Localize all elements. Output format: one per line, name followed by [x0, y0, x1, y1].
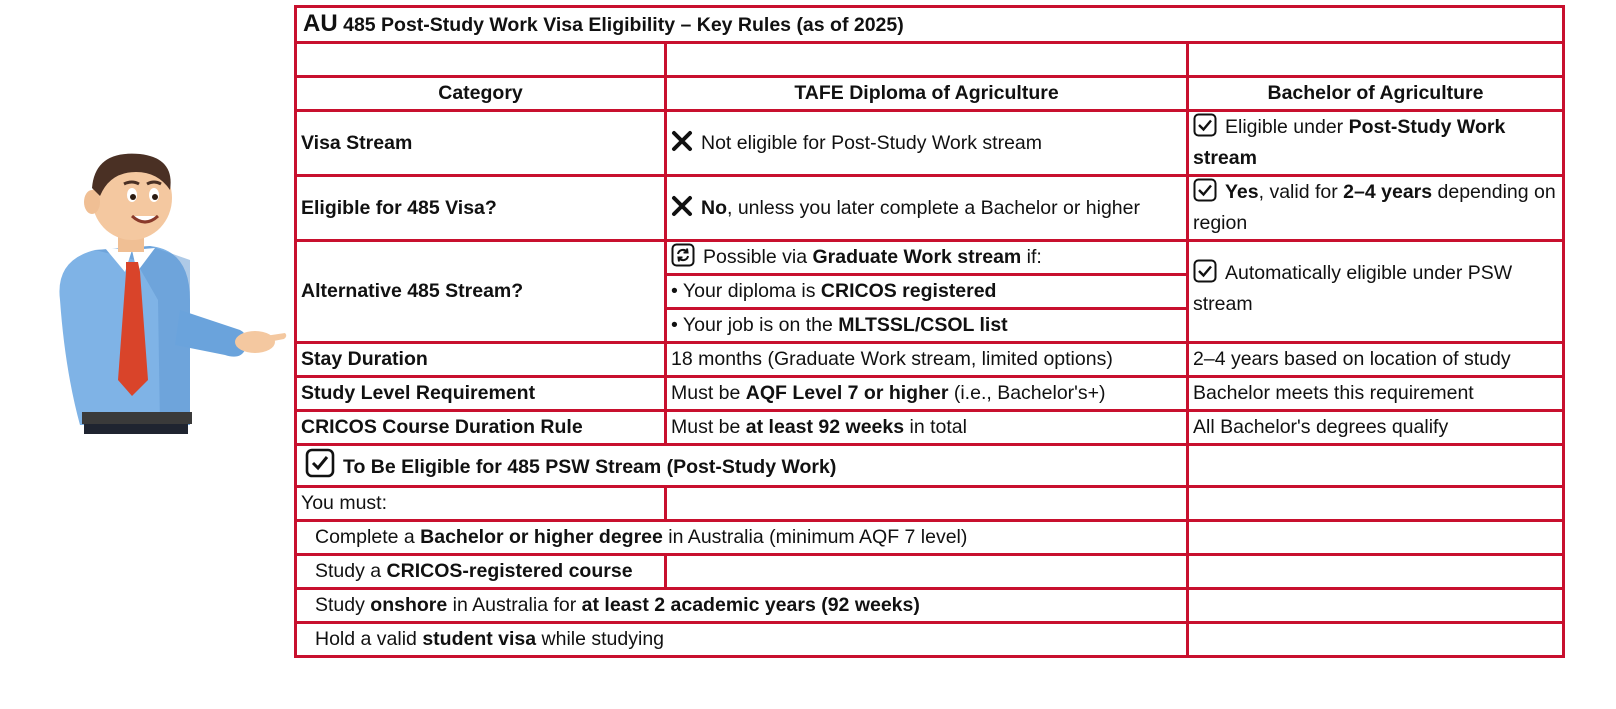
cross-mark-icon — [671, 130, 693, 152]
empty-cell — [1188, 623, 1564, 657]
bachelor-alternative: Automatically eligible under PSW stream — [1188, 241, 1564, 343]
row-label-cricos: CRICOS Course Duration Rule — [296, 411, 666, 445]
empty-cell — [1188, 589, 1564, 623]
cross-mark-icon — [671, 195, 693, 217]
empty-cell — [296, 43, 666, 77]
tafe-alternative-line-2: • Your diploma is CRICOS registered — [666, 275, 1188, 309]
row-label-visa-stream: Visa Stream — [296, 111, 666, 176]
empty-cell — [666, 43, 1188, 77]
row-label-eligible: Eligible for 485 Visa? — [296, 176, 666, 241]
bachelor-cricos: All Bachelor's degrees qualify — [1188, 411, 1564, 445]
page-title: AU 485 Post-Study Work Visa Eligibility – Key Rules (as of 2025) — [296, 7, 1564, 43]
tafe-alternative-line-1: Possible via Graduate Work stream if: — [666, 241, 1188, 275]
row-label-alternative: Alternative 485 Stream? — [296, 241, 666, 343]
psw-requirement-4: Hold a valid student visa while studying — [296, 623, 1188, 657]
checkbox-checked-icon — [1193, 113, 1217, 137]
empty-cell — [1188, 487, 1564, 521]
pointing-businessman-illustration — [40, 150, 290, 440]
checkbox-checked-icon — [305, 448, 335, 478]
psw-requirement-3: Study onshore in Australia for at least 2 academic years (92 weeks) — [296, 589, 1188, 623]
empty-cell — [666, 555, 1188, 589]
bachelor-study-level: Bachelor meets this requirement — [1188, 377, 1564, 411]
empty-cell — [1188, 43, 1564, 77]
tafe-eligible: No, unless you later complete a Bachelor or higher — [666, 176, 1188, 241]
row-label-study-level: Study Level Requirement — [296, 377, 666, 411]
visa-eligibility-table — [294, 5, 1565, 658]
row-label-stay: Stay Duration — [296, 343, 666, 377]
empty-cell — [1188, 445, 1564, 487]
tafe-cricos: Must be at least 92 weeks in total — [666, 411, 1188, 445]
bachelor-visa-stream: Eligible under Post-Study Work stream — [1188, 111, 1564, 176]
psw-intro: You must: — [296, 487, 666, 521]
bachelor-stay: 2–4 years based on location of study — [1188, 343, 1564, 377]
empty-cell — [1188, 555, 1564, 589]
empty-cell — [666, 487, 1188, 521]
column-header-bachelor: Bachelor of Agriculture — [1188, 77, 1564, 111]
tafe-visa-stream: Not eligible for Post-Study Work stream — [666, 111, 1188, 176]
column-header-category: Category — [296, 77, 666, 111]
tafe-study-level: Must be AQF Level 7 or higher (i.e., Bachelor's+) — [666, 377, 1188, 411]
tafe-stay: 18 months (Graduate Work stream, limited options) — [666, 343, 1188, 377]
checkbox-checked-icon — [1193, 178, 1217, 202]
tafe-alternative-line-3: • Your job is on the MLTSSL/CSOL list — [666, 309, 1188, 343]
checkbox-checked-icon — [1193, 259, 1217, 283]
psw-requirement-1: Complete a Bachelor or higher degree in Australia (minimum AQF 7 level) — [296, 521, 1188, 555]
bachelor-eligible: Yes, valid for 2–4 years depending on region — [1188, 176, 1564, 241]
refresh-icon — [671, 243, 695, 267]
column-header-tafe: TAFE Diploma of Agriculture — [666, 77, 1188, 111]
psw-section-heading: To Be Eligible for 485 PSW Stream (Post-Study Work) — [296, 445, 1188, 487]
psw-requirement-2: Study a CRICOS-registered course — [296, 555, 666, 589]
empty-cell — [1188, 521, 1564, 555]
